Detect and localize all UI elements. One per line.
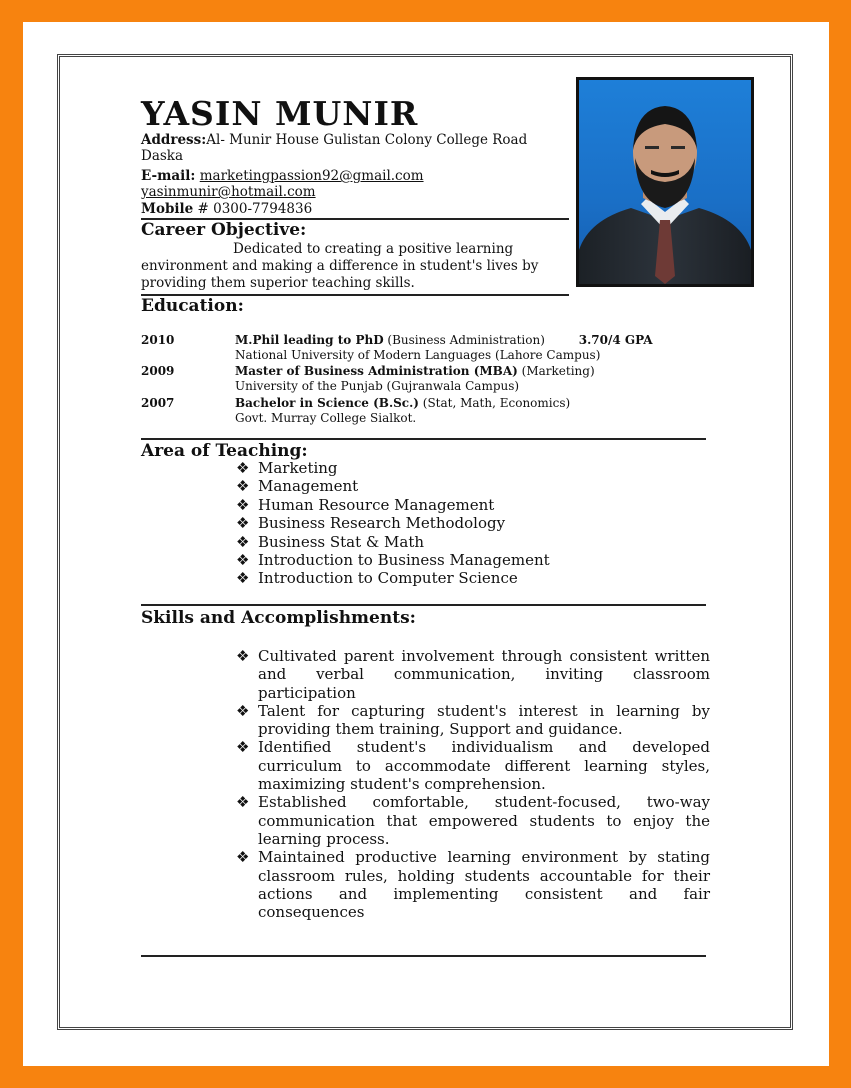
career-line: providing them superior teaching skills.	[141, 275, 415, 291]
teaching-subject: Business Stat & Math	[258, 532, 425, 551]
diamond-bullet-icon: ❖	[236, 738, 250, 757]
resume-page	[23, 22, 829, 1066]
email-secondary-link[interactable]: yasinmunir@hotmail.com	[141, 184, 316, 200]
education-institution: University of the Punjab (Gujranwala Campus)	[235, 379, 520, 393]
skills-heading: Skills and Accomplishments:	[141, 608, 416, 628]
portrait-image	[579, 80, 751, 284]
skill-text: Cultivated parent involvement through consistent written and verbal communication, inviting classroom participation	[258, 647, 710, 702]
education-institution: Govt. Murray College Sialkot.	[235, 411, 417, 425]
email-label: E-mail:	[141, 168, 196, 184]
diamond-bullet-icon: ❖	[236, 569, 250, 588]
candidate-name: YASIN MUNIR	[141, 94, 419, 133]
skill-text: Maintained productive learning environment by stating classroom rules, holding students accountable for their actions and implementing consistent and fair consequences	[258, 848, 710, 922]
skill-text: Established comfortable, student-focused, two-way communication that empowered students to enjoy the learning process.	[258, 793, 710, 848]
diamond-bullet-icon: ❖	[236, 495, 250, 514]
address-line1: Al- Munir House Gulistan Colony College Road	[206, 132, 528, 148]
teaching-heading: Area of Teaching:	[141, 441, 308, 461]
list-item	[236, 647, 710, 702]
list-item	[236, 477, 550, 495]
skills-list	[236, 647, 710, 921]
address-block	[141, 132, 527, 164]
education-gpa: 3.70/4 GPA	[578, 333, 653, 347]
diamond-bullet-icon: ❖	[236, 551, 250, 570]
education-degree: M.Phil leading to PhD	[235, 333, 384, 347]
education-heading: Education:	[141, 296, 244, 316]
list-item	[236, 459, 550, 477]
career-line: Dedicated to creating a positive learning	[233, 241, 514, 257]
career-heading: Career Objective:	[141, 220, 307, 240]
mobile-value: # 0300-7794836	[197, 201, 313, 217]
list-item	[236, 793, 710, 848]
email-primary-link[interactable]: marketingpassion92@gmail.com	[199, 168, 424, 184]
profile-photo	[576, 77, 754, 287]
education-divider	[141, 438, 706, 440]
teaching-subject: Introduction to Computer Science	[258, 569, 518, 588]
education-degree: Bachelor in Science (B.Sc.)	[235, 396, 419, 410]
list-item	[236, 738, 710, 793]
teaching-divider	[141, 604, 706, 606]
education-field: (Marketing)	[521, 364, 595, 378]
diamond-bullet-icon: ❖	[236, 848, 250, 867]
skill-text: Identified student's individualism and developed curriculum to accommodate different learning styles, maximizing student's comprehension.	[258, 738, 710, 794]
address-label: Address:	[141, 132, 207, 148]
list-item	[236, 514, 550, 532]
career-line: environment and making a difference in student's lives by	[141, 258, 539, 274]
diamond-bullet-icon: ❖	[236, 532, 250, 551]
teaching-list	[236, 459, 550, 588]
education-year: 2010	[141, 333, 175, 347]
footer-divider	[141, 955, 706, 957]
email-block	[141, 168, 424, 200]
education-degree: Master of Business Administration (MBA)	[235, 364, 518, 378]
diamond-bullet-icon: ❖	[236, 459, 250, 477]
education-field: (Business Administration)	[387, 333, 545, 347]
diamond-bullet-icon: ❖	[236, 514, 250, 533]
list-item	[236, 496, 550, 514]
diamond-bullet-icon: ❖	[236, 701, 250, 720]
education-year: 2009	[141, 364, 175, 378]
diamond-bullet-icon: ❖	[236, 477, 250, 496]
address-line2: Daska	[141, 148, 184, 164]
skill-text: Talent for capturing student's interest in learning by providing them training, Support and guidance.	[258, 701, 710, 739]
career-objective	[141, 241, 553, 292]
mobile-label: Mobile	[141, 201, 194, 217]
teaching-subject: Human Resource Management	[258, 495, 495, 514]
teaching-subject: Introduction to Business Management	[258, 551, 550, 570]
teaching-subject: Management	[258, 477, 359, 496]
education-year: 2007	[141, 396, 175, 410]
teaching-subject: Marketing	[258, 459, 338, 477]
list-item	[236, 569, 550, 587]
list-item	[236, 702, 710, 739]
mobile-block	[141, 201, 312, 217]
list-item	[236, 533, 550, 551]
list-item	[236, 551, 550, 569]
list-item	[236, 848, 710, 921]
education-field: (Stat, Math, Economics)	[422, 396, 571, 410]
diamond-bullet-icon: ❖	[236, 647, 250, 665]
diamond-bullet-icon: ❖	[236, 793, 250, 812]
education-institution: National University of Modern Languages (Lahore Campus)	[235, 348, 601, 362]
teaching-subject: Business Research Methodology	[258, 514, 506, 533]
